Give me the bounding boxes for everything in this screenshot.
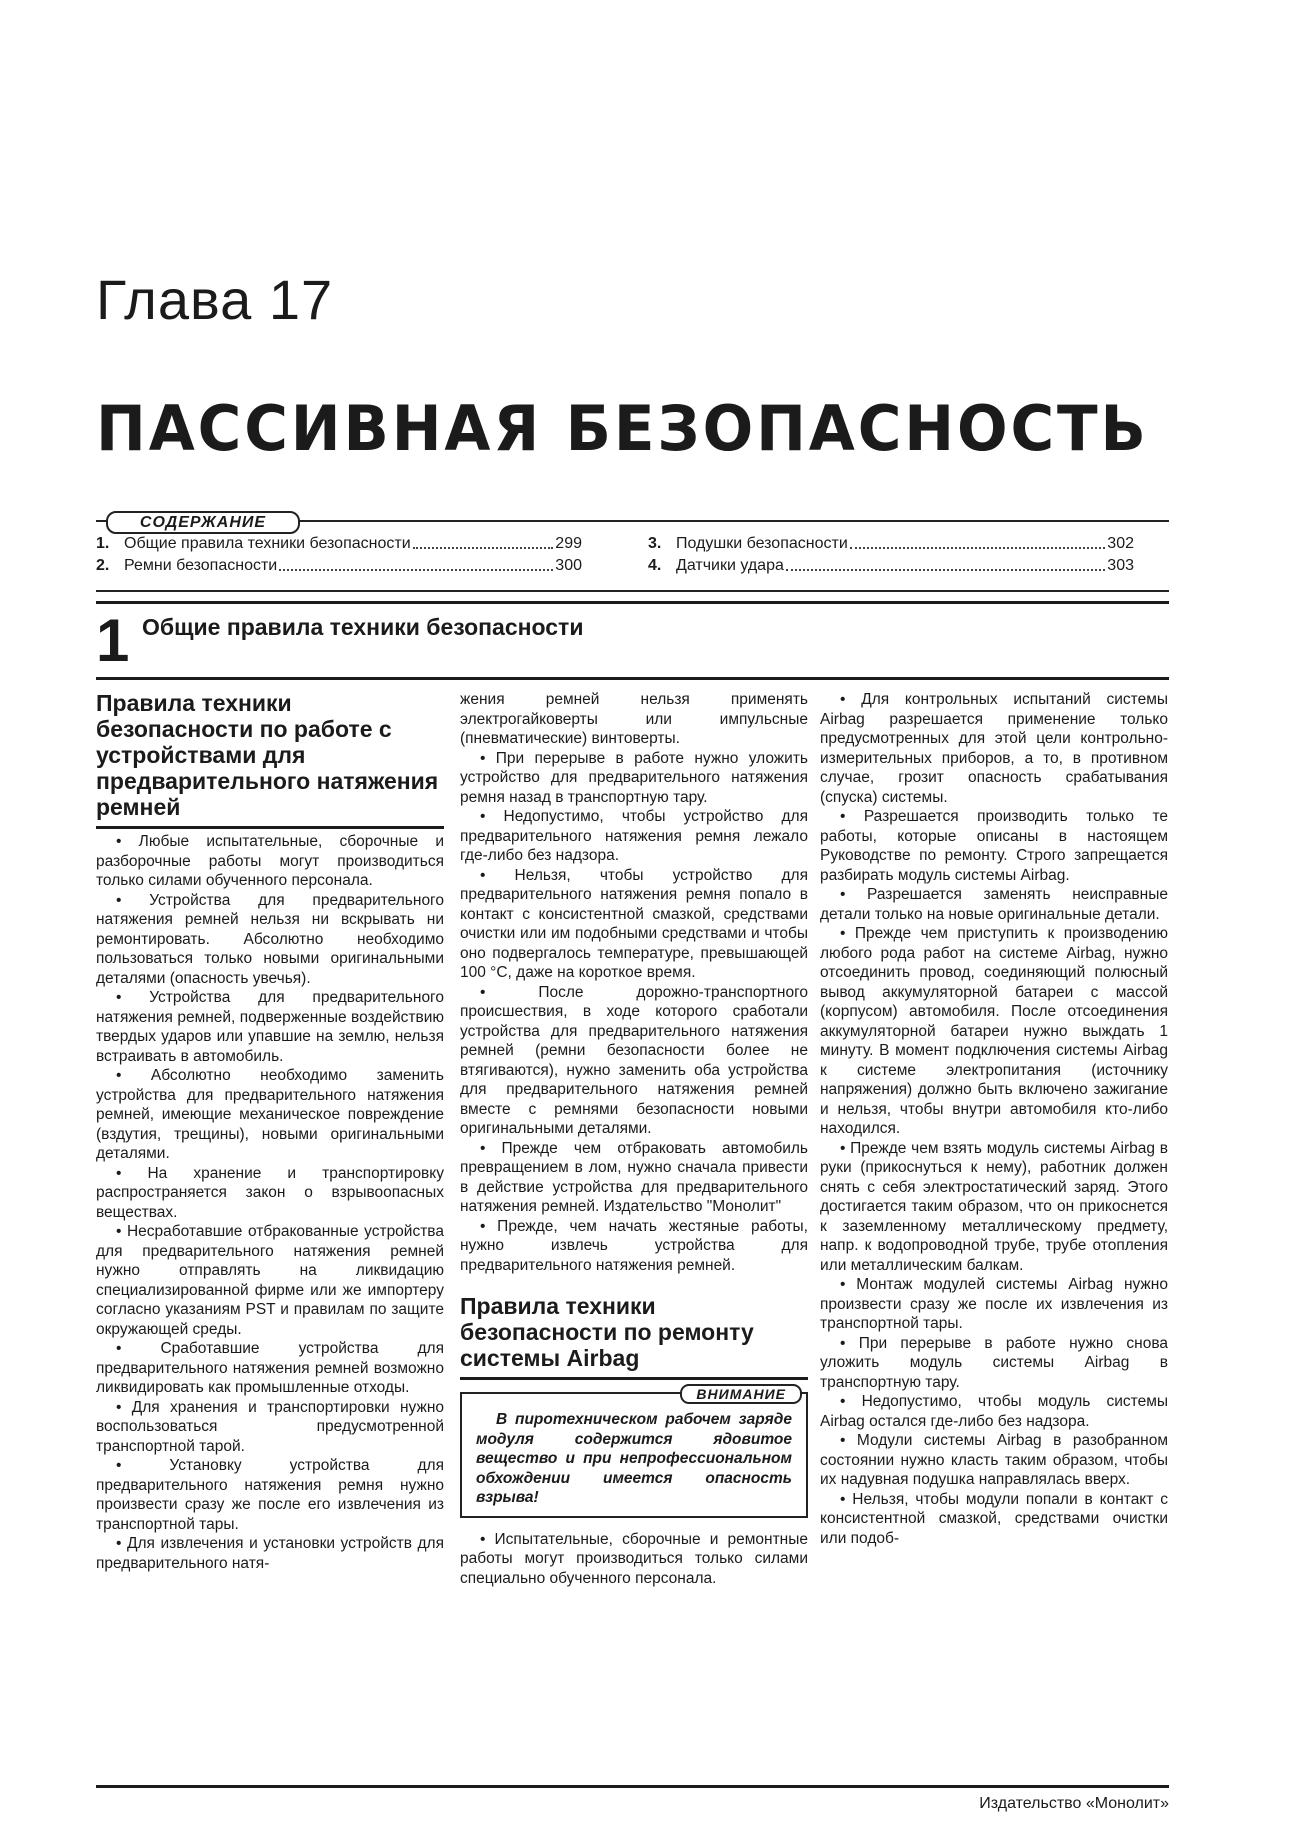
paragraph: • Для извлечения и установки устройств для предварительного натя- [96,1535,444,1572]
subsection-heading: Правила техники безопасности по ремонту системы Airbag [460,1293,808,1380]
text-column-1 [96,690,444,1573]
paragraph: • Несработавшие отбракованные устройства для предварительного натяжения ремней нужно отправлять на ликвидацию специализированной фирме или же импортеру согласно указаниям PST и правилам по защите окружающей среды. [96,1223,444,1338]
text-column-2 [460,690,808,1588]
paragraph: • Устройства для предварительного натяжения ремней нельзя ни вскрывать ни ремонтировать. Абсолютно необходимо пользоваться только новыми оригинальными деталями (опасность увечья). [96,891,444,987]
paragraph: • На хранение и транспортировку распространяется закон о взрывоопасных веществах. [96,1164,444,1221]
chapter-number: Глава 17 [96,268,334,331]
paragraph: • Разрешается производить только те работы, которые описаны в настоящем Руководстве по ремонту. Строго запрещается разбирать модуль системы Airbag. [820,808,1168,884]
warning-box [460,1386,808,1518]
footer-divider [96,1785,1169,1788]
paragraph: • Для хранения и транспортировки нужно воспользоваться предусмотренной транспортной тарой. [96,1398,444,1455]
paragraph: • Прежде, чем начать жестяные работы, нужно извлечь устройства для предварительного натяжения ремней. [460,1217,808,1274]
paragraph: • При перерыве в работе нужно уложить устройство для предварительного натяжения ремня назад в транспортную тару. [460,749,808,806]
toc-item[interactable]: 3. Подушки безопасности 302 [648,535,1134,552]
paragraph: • Разрешается заменять неисправные детали только на новые оригинальные детали. [820,886,1168,923]
paragraph: • Абсолютно необходимо заменить устройства для предварительного натяжения ремней, имеющие механическое повреждение (вздутия, трещины), новыми оригинальными деталями. [96,1067,444,1162]
toc-label: СОДЕРЖАНИЕ [106,511,300,534]
paragraph: • Монтаж модулей системы Airbag нужно произвести сразу же после их извлечения из транспортной тары. [820,1276,1168,1332]
paragraph: • Недопустимо, чтобы модуль системы Airbag остался где-либо без надзора. [820,1393,1168,1430]
warning-text: В пиротехническом рабочем заряде модуля содержится ядовитое вещество и при непрофессиональном обхождении имеется опасность взрыва! [476,1411,792,1506]
paragraph: • Испытательные, сборочные и ремонтные работы могут производиться только силами специально обученного персонала. [460,1530,808,1587]
paragraph: • Устройства для предварительного натяжения ремней, подверженные воздействию твердых ударов или упавшие на землю, нельзя встраивать в автомобиль. [96,989,444,1065]
section-title: Общие правила техники безопасности [142,614,584,640]
paragraph: жения ремней нельзя применять электрогайковерты или импульсные (пневматические) винтоверты. [460,691,808,747]
paragraph: • Недопустимо, чтобы устройство для предварительного натяжения ремня лежало где-либо без надзора. [460,808,808,864]
paragraph: • Установку устройства для предварительного натяжения ремня нужно произвести сразу же после его извлечения из транспортной тары. [96,1457,444,1533]
paragraph: • При перерыве в работе нужно снова уложить модуль системы Airbag в транспортную тару. [820,1334,1168,1391]
paragraph: • Для контрольных испытаний системы Airbag разрешается применение только предусмотренных для этой цели контрольно-измерительных приборов, а то, в противном случае, грозит опасность срабатывания (спуска) системы. [820,691,1168,806]
warning-label: ВНИМАНИЕ [680,1384,802,1404]
paragraph: • Прежде чем приступить к производению любого рода работ на системе Airbag, нужно отсоединить провод, соединяющий полюсный вывод аккумуляторной батареи с массой (корпусом) автомобиля. После отсоединения аккумуляторной батареи нужно выждать 1 минуту. В момент подключения системы Airbag к системе электропитания (источнику напряжения) должно быть включено зажигание и нельзя, чтобы внутри автомобиля кто-либо находился. [820,925,1168,1137]
table-of-contents [96,514,1169,592]
page-title: ПАССИВНАЯ БЕЗОПАСНОСТЬ [96,392,1149,465]
toc-item[interactable]: 1. Общие правила техники безопасности 299 [96,535,582,552]
section-number: 1 [96,607,130,674]
text-column-3 [820,690,1168,1548]
paragraph: • Нельзя, чтобы устройство для предварительного натяжения ремня попало в контакт с консистентной смазкой, средствами очистки или им подобными средствами и чтобы оно подвергалось температуре, превышающей 100 °С, даже на короткое время. [460,866,808,981]
subsection-heading: Правила техники безопасности по работе с устройствами для предварительного натяжения ремней [96,690,444,829]
paragraph: • Прежде чем отбраковать автомобиль превращением в лом, нужно сначала привести в действие устройства для предварительного натяжения ремней. Издательство "Монолит" [460,1139,808,1215]
divider [96,677,1169,680]
footer-publisher: Издательство «Монолит» [979,1795,1169,1812]
paragraph: • Прежде чем взять модуль системы Airbag в руки (прикоснуться к нему), работник должен снять с себя электростатический заряд. Этого достигается таким образом, что он прикоснется к заземленному металлическому предмету, напр. к водопроводной трубе, трубе отопления или металлическим балкам. [820,1139,1168,1274]
paragraph: • После дорожно-транспортного происшествия, в ходе которого сработали устройства для предварительного натяжения ремней (ремни безопасности более не втягиваются), нужно заменить оба устройства для предварительного натяжения ремней вместе с ремнями безопасности новыми оригинальными деталями. [460,983,808,1137]
toc-item[interactable]: 4. Датчики удара 303 [648,557,1134,574]
paragraph: • Нельзя, чтобы модули попали в контакт с консистентной смазкой, средствами очистки или подоб- [820,1490,1168,1547]
divider [96,601,1169,604]
paragraph: • Сработавшие устройства для предварительного натяжения ремней возможно ликвидировать как промышленные отходы. [96,1340,444,1396]
paragraph: • Любые испытательные, сборочные и разборочные работы могут производиться только силами обученного персонала. [96,833,444,889]
toc-item[interactable]: 2. Ремни безопасности 300 [96,557,582,574]
paragraph: • Модули системы Airbag в разобранном состоянии нужно класть таким образом, чтобы их надувная подушка направлялась вверх. [820,1432,1168,1488]
